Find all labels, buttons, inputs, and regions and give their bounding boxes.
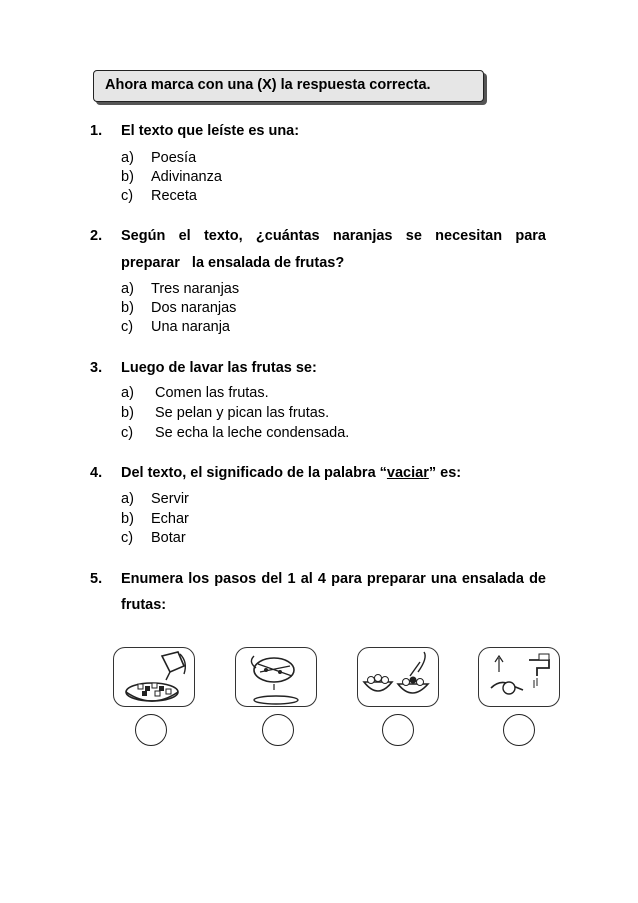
question-2-text-line1: Según el texto, ¿cuántas naranjas se necesitan para <box>121 228 546 244</box>
instruction-text: Ahora marca con una (X) la respuesta correcta. <box>105 77 431 93</box>
option-letter: b) <box>121 169 134 185</box>
question-3-number: 3. <box>90 360 103 376</box>
option-letter: c) <box>121 319 134 335</box>
option-label: Una naranja <box>151 319 230 335</box>
option-label: Receta <box>151 188 197 204</box>
step-number-circle-2[interactable] <box>262 714 294 746</box>
question-4-option-c[interactable] <box>121 530 421 548</box>
question-4-number: 4. <box>90 465 103 481</box>
step-image-washing <box>478 647 560 707</box>
option-label: Se pelan y pican las frutas. <box>155 405 330 421</box>
question-2-number: 2. <box>90 228 103 244</box>
option-letter: b) <box>121 300 134 316</box>
option-label: Poesía <box>151 150 197 166</box>
question-2-option-c[interactable] <box>121 319 421 337</box>
step-number-circle-3[interactable] <box>382 714 414 746</box>
option-letter: b) <box>121 511 134 527</box>
question-1-number: 1. <box>90 123 103 139</box>
question-1-option-a[interactable] <box>121 150 421 168</box>
option-letter: a) <box>121 491 134 507</box>
question-5-number: 5. <box>90 571 103 587</box>
question-4-option-a[interactable] <box>121 491 421 509</box>
question-3-text: Luego de lavar las frutas se: <box>121 360 317 376</box>
instruction-banner <box>93 70 484 102</box>
peeling-fruit-icon <box>236 648 316 706</box>
option-label: Comen las frutas. <box>155 385 269 401</box>
question-1-text: El texto que leíste es una: <box>121 123 300 139</box>
step-image-pouring-milk <box>113 647 195 707</box>
option-letter: c) <box>121 530 134 546</box>
question-4-option-b[interactable] <box>121 511 421 529</box>
question-2-option-b[interactable] <box>121 300 421 318</box>
pouring-milk-on-fruit-bowl-icon <box>114 648 194 706</box>
option-letter: a) <box>121 281 134 297</box>
question-4-text <box>121 465 461 481</box>
question-5-text-line2: frutas: <box>121 597 167 613</box>
question-2-text-line2: preparar la ensalada de frutas? <box>121 255 345 271</box>
option-label: Adivinanza <box>151 169 222 185</box>
option-letter: c) <box>121 425 134 441</box>
option-label: Servir <box>151 491 189 507</box>
option-label: Se echa la leche condensada. <box>155 425 350 441</box>
question-3-option-b[interactable] <box>121 405 441 423</box>
step-number-circle-1[interactable] <box>135 714 167 746</box>
option-label: Tres naranjas <box>151 281 240 297</box>
question-1-option-c[interactable] <box>121 188 421 206</box>
question-1-option-b[interactable] <box>121 169 421 187</box>
question-4-text-before: Del texto, el significado de la palabra “ <box>121 465 387 481</box>
question-4-keyword: vaciar <box>386 465 429 481</box>
option-letter: a) <box>121 385 134 401</box>
step-number-circle-4[interactable] <box>503 714 535 746</box>
step-image-chopped-fruit <box>357 647 439 707</box>
option-label: Dos naranjas <box>151 300 237 316</box>
option-label: Botar <box>151 530 186 546</box>
question-2-option-a[interactable] <box>121 281 421 299</box>
question-3-option-c[interactable] <box>121 425 441 443</box>
washing-fruit-at-tap-icon <box>479 648 559 706</box>
option-letter: b) <box>121 405 134 421</box>
question-3-option-a[interactable] <box>121 385 441 403</box>
option-letter: a) <box>121 150 134 166</box>
question-4-text-after: ” es: <box>428 465 462 481</box>
option-label: Echar <box>151 511 189 527</box>
question-5-text-line1: Enumera los pasos del 1 al 4 para preparar una ensalada de <box>121 571 546 587</box>
chopped-fruit-bowls-icon <box>358 648 438 706</box>
step-image-peeling <box>235 647 317 707</box>
option-letter: c) <box>121 188 134 204</box>
